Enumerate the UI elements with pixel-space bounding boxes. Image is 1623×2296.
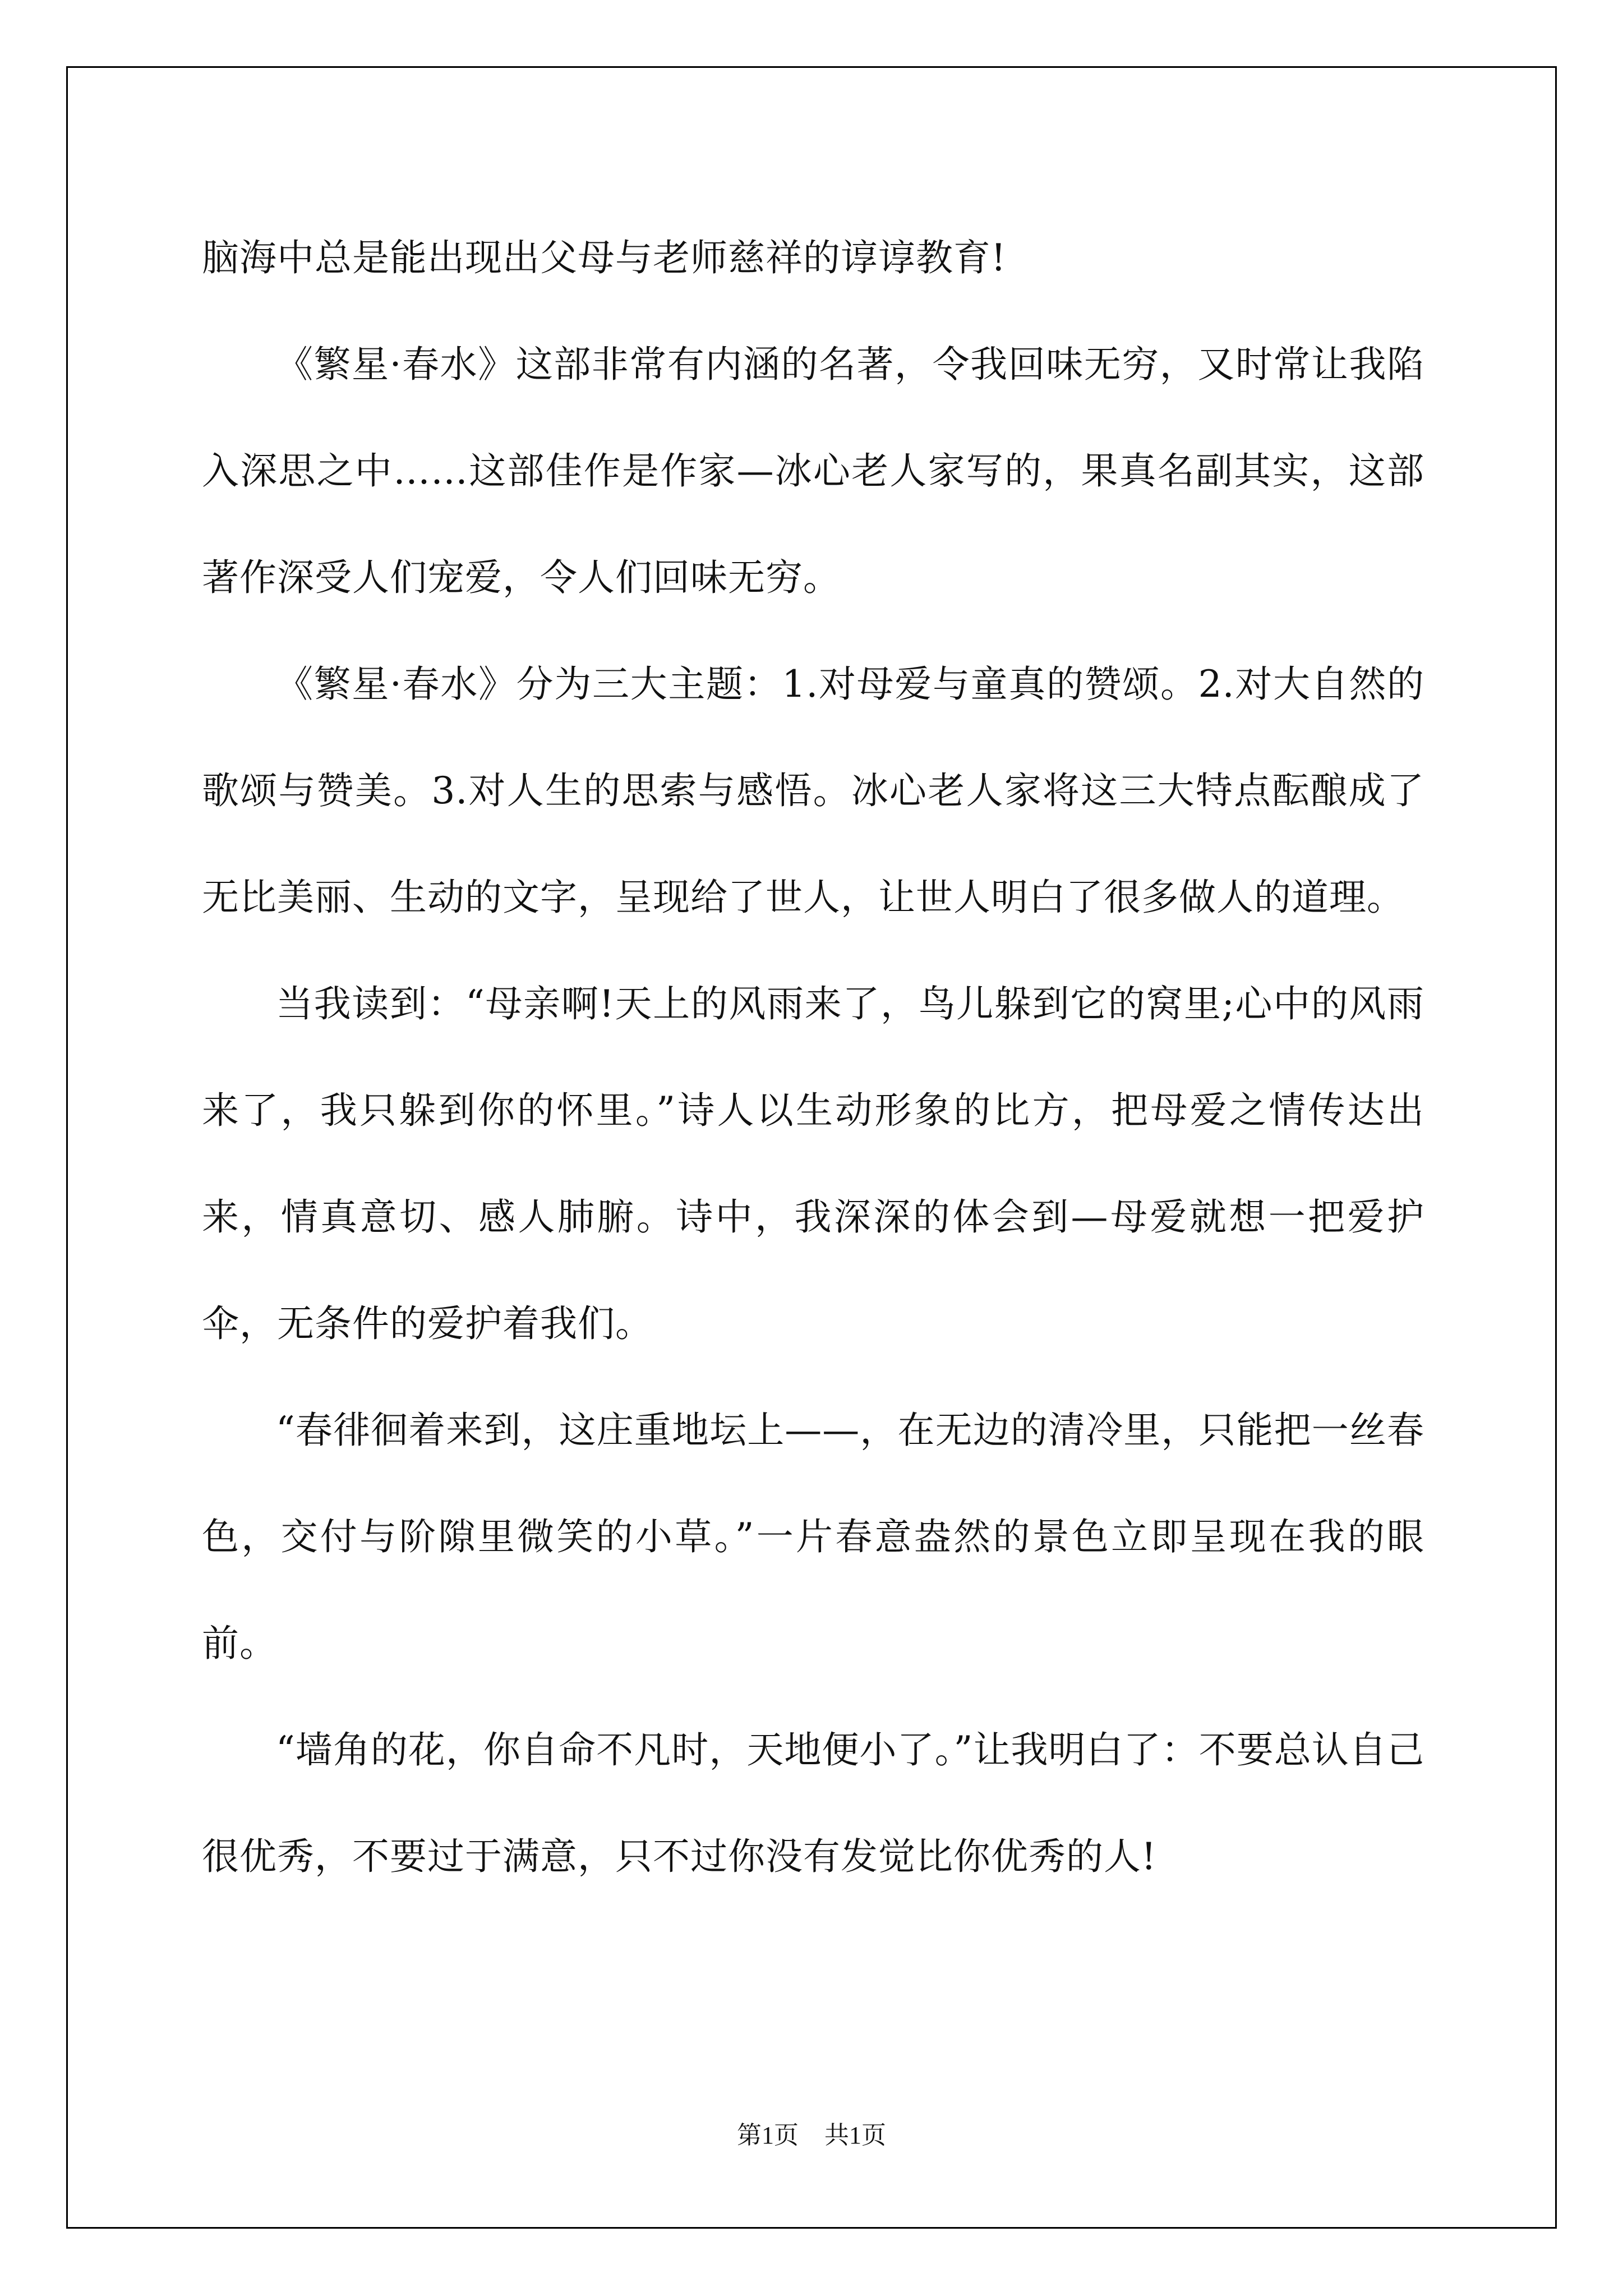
paragraph-6: “墙角的花，你自命不凡时，天地便小了。”让我明白了：不要总认自己很优秀，不要过于满意，只不过你没有发觉比你优秀的人! <box>202 1728 1424 1878</box>
paragraph-1: 脑海中总是能出现出父母与老师慈祥的谆谆教育! <box>202 236 1007 279</box>
document-body <box>202 205 1424 1910</box>
page-number-current: 第1页 <box>737 2122 799 2149</box>
paragraph-5: “春徘徊着来到，这庄重地坛上——，在无边的清冷里，只能把一丝春色，交付与阶隙里微笑的小草。”一片春意盎然的景色立即呈现在我的眼前。 <box>202 1409 1424 1665</box>
paragraph-2: 《繁星·春水》这部非常有内涵的名著，令我回味无穷，又时常让我陷入深思之中……这部佳作是作家—冰心老人家写的，果真名副其实，这部著作深受人们宠爱，令人们回味无穷。 <box>202 343 1424 599</box>
paragraph-4: 当我读到：“母亲啊!天上的风雨来了，鸟儿躲到它的窝里;心中的风雨来了，我只躲到你的怀里。”诗人以生动形象的比方，把母爱之情传达出来，情真意切、感人肺腑。诗中，我深深的体会到—母爱就想一把爱护伞，无条件的爱护着我们。 <box>202 982 1424 1345</box>
page-number-total: 共1页 <box>824 2122 886 2149</box>
page-footer <box>0 2115 1623 2151</box>
paragraph-3: 《繁星·春水》分为三大主题：1.对母爱与童真的赞颂。2.对大自然的歌颂与赞美。3.对人生的思索与感悟。冰心老人家将这三大特点酝酿成了无比美丽、生动的文字，呈现给了世人，让世人明白了很多做人的道理。 <box>202 662 1424 919</box>
